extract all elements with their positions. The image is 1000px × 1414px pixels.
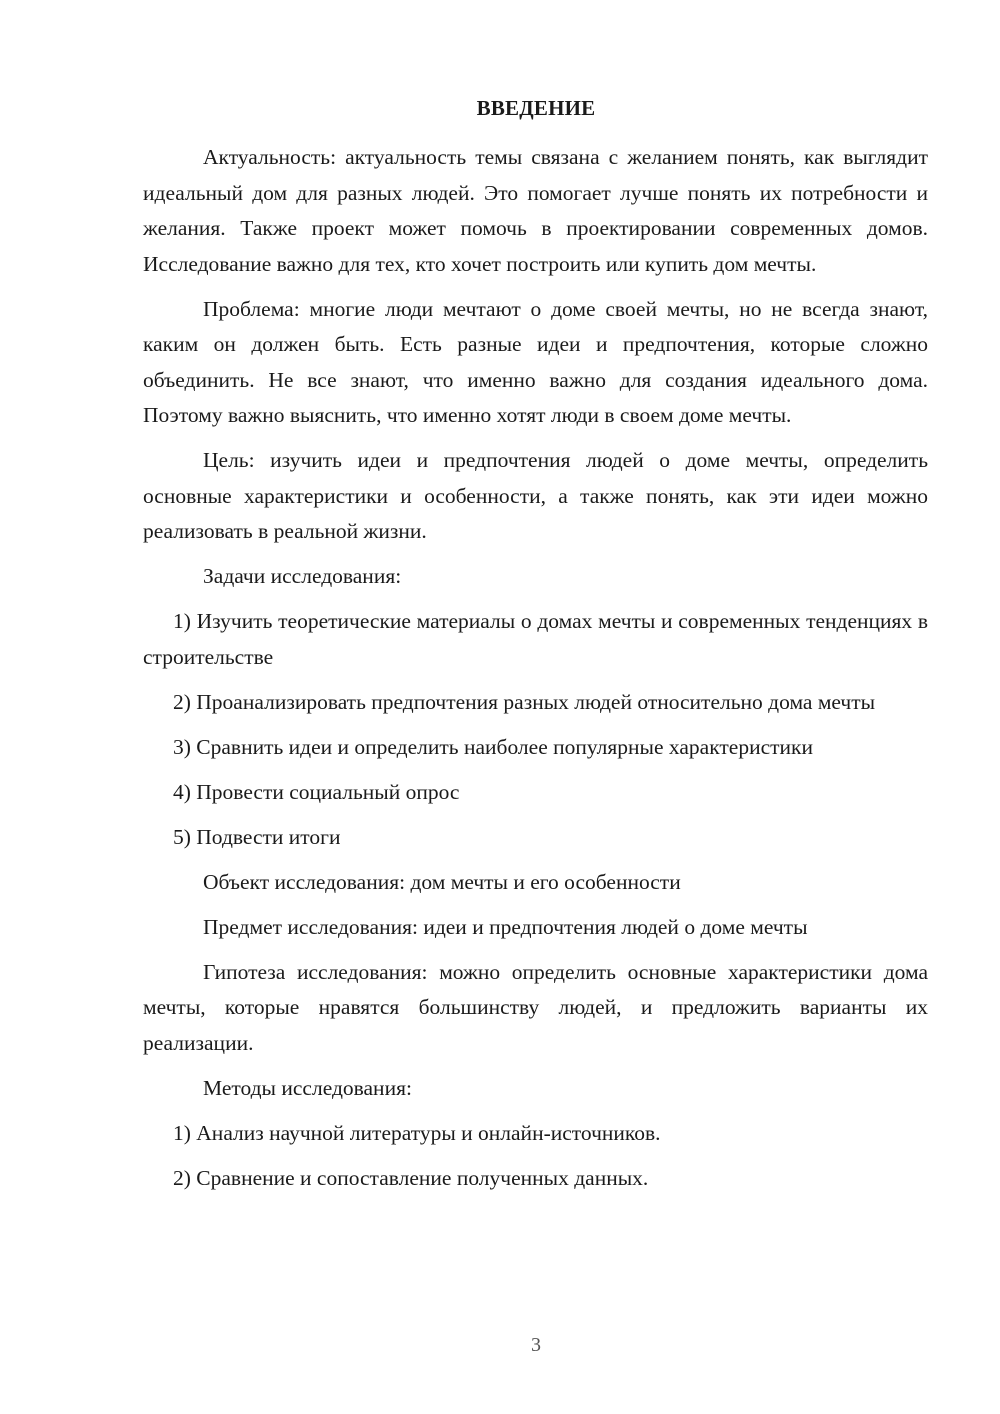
page-title: ВВЕДЕНИЕ (476, 96, 596, 120)
paragraph-relevance: Актуальность: актуальность темы связана с желанием понять, как выглядит идеальный дом для разных людей. Это помогает лучше понять их потребности и желания. Также проект может помочь в проектировании современных домов. Исследование важно для тех, кто хочет построить или купить дом мечты. (143, 145, 928, 276)
paragraph-goal: Цель: изучить идеи и предпочтения людей о доме мечты, определить основные характеристики и особенности, а также понять, как эти идеи можно реализовать в реальной жизни. (143, 448, 928, 543)
tasks-heading: Задачи исследования: (203, 564, 402, 588)
paragraph-hypothesis: Гипотеза исследования: можно определить основные характеристики дома мечты, которые нравятся большинству людей, и предложить варианты их реализации. (143, 959, 928, 1055)
methods-heading: Методы исследования: (203, 1075, 412, 1100)
task-item: 5) Подвести итоги (173, 824, 341, 849)
task-item: 1) Изучить теоретические материалы о домах мечты и современных тенденциях в строительстве (143, 609, 928, 669)
paragraph-problem: Проблема: многие люди мечтают о доме своей мечты, но не всегда знают, каким он должен быть. Есть разные идеи и предпочтения, которые сложно объединить. Не все знают, что именно важно для создания идеального дома. Поэтому важно выяснить, что именно хотят люди в своем доме мечты. (143, 296, 928, 427)
task-item: 2) Проанализировать предпочтения разных людей относительно дома мечты (173, 689, 876, 714)
method-item: 2) Сравнение и сопоставление полученных данных. (173, 1165, 649, 1190)
page-number: 3 (531, 1334, 541, 1356)
method-item: 1) Анализ научной литературы и онлайн-источников. (173, 1120, 661, 1145)
task-item: 4) Провести социальный опрос (173, 779, 460, 804)
document-body (143, 140, 928, 1206)
task-item: 3) Сравнить идеи и определить наиболее популярные характеристики (173, 734, 813, 759)
paragraph-object: Объект исследования: дом мечты и его особенности (203, 869, 681, 894)
paragraph-subject: Предмет исследования: идеи и предпочтения людей о доме мечты (203, 914, 808, 939)
